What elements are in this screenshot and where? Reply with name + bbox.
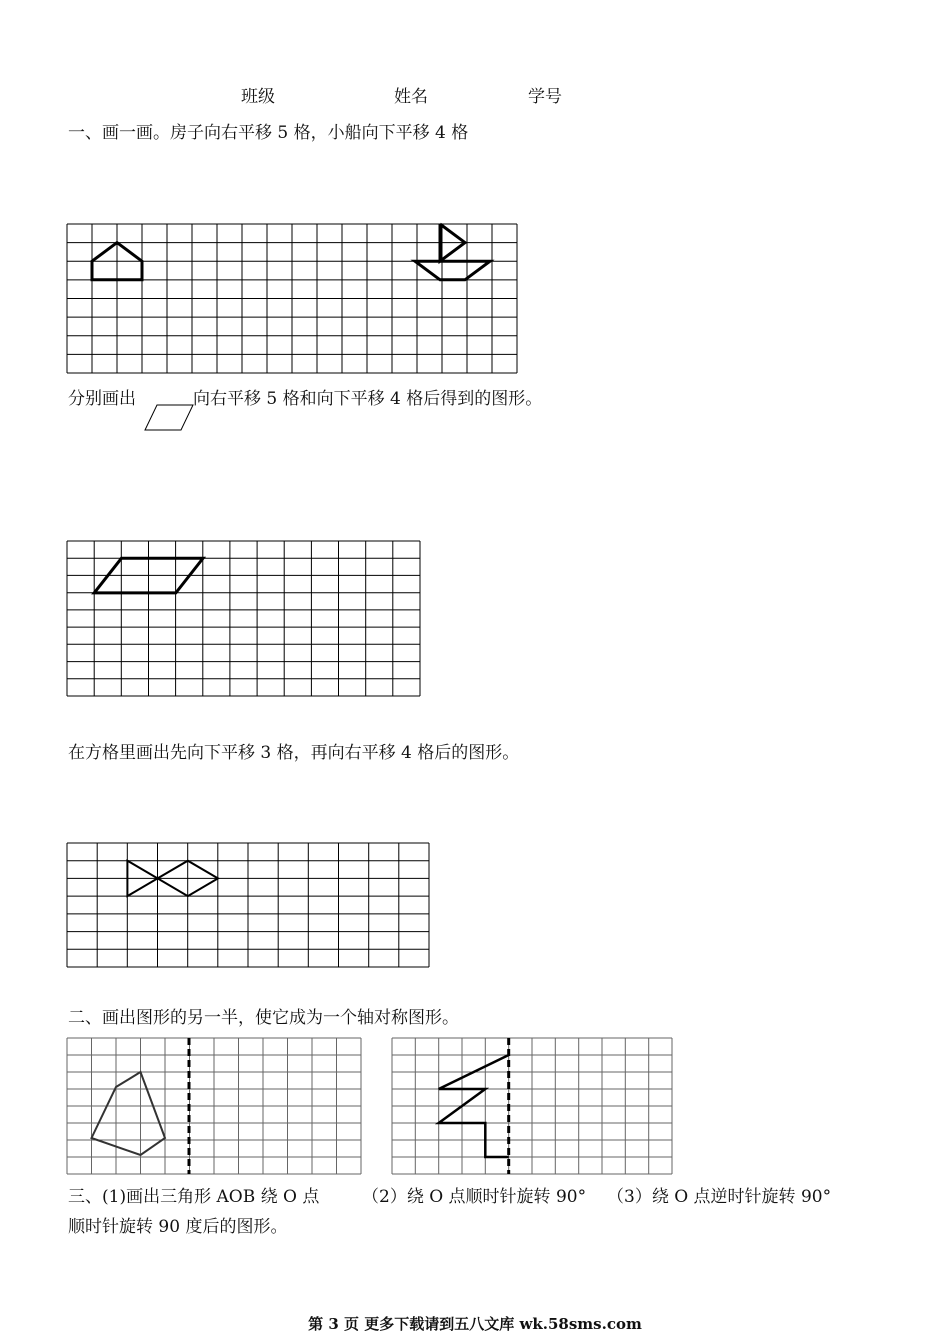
section-3-q2-text: （2）绕 O 点顺时针旋转 90° <box>362 1187 587 1207</box>
question-2-text-b: 向右平移 5 格和向下平移 4 格后得到的图形。 <box>193 389 543 409</box>
section-3-q3-text: （3）绕 O 点逆时针旋转 90° <box>607 1187 832 1207</box>
grid-symmetry-left <box>67 1038 361 1174</box>
grid-parallelogram <box>67 541 423 697</box>
page-footer: 第 3 页 更多下载请到五八文库 wk.58sms.com <box>308 1315 642 1333</box>
section-3-q1-line2: 顺时针旋转 90 度后的图形。 <box>68 1217 288 1237</box>
section-3-q1-line1: 三、(1)画出三角形 AOB 绕 O 点 <box>68 1187 320 1207</box>
name-label: 姓名 <box>394 87 428 107</box>
parallelogram-icon <box>143 404 195 432</box>
boat-hull-shape <box>415 261 490 280</box>
grid-house-boat <box>67 224 517 374</box>
class-label: 班级 <box>241 87 275 107</box>
pentagon-shape <box>92 1072 166 1155</box>
question-2-text-a: 分别画出 <box>68 389 136 409</box>
question-1-text: 一、画一画。房子向右平移 5 格，小船向下平移 4 格 <box>68 123 469 143</box>
student-number-label: 学号 <box>528 87 562 107</box>
section-2-text: 二、画出图形的另一半，使它成为一个轴对称图形。 <box>68 1008 459 1028</box>
grid-bowtie <box>67 843 432 969</box>
question-3-text: 在方格里画出先向下平移 3 格，再向右平移 4 格后的图形。 <box>68 743 520 763</box>
grid-symmetry-right <box>392 1038 672 1174</box>
